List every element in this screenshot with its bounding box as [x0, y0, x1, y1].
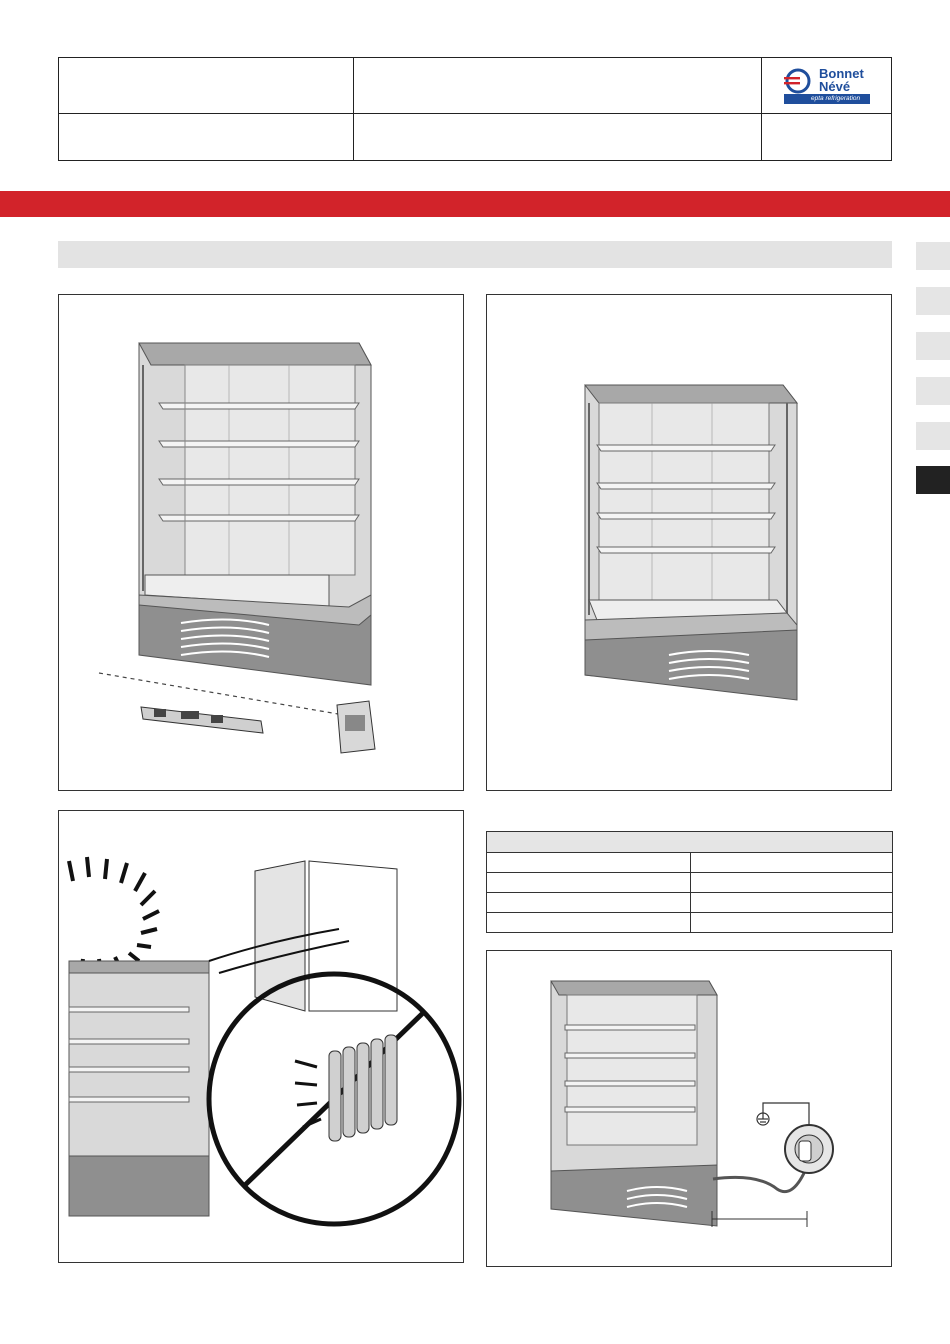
spec-cell: [487, 853, 691, 873]
logo-brand-line2: Névé: [819, 79, 851, 94]
table-row: [487, 893, 893, 913]
logo-tagline: epta refrigeration: [811, 95, 861, 102]
cable-length-dimension: [712, 1211, 807, 1227]
side-tab-6-active[interactable]: [916, 466, 950, 494]
spec-table-header-row: [487, 832, 893, 853]
spec-table: [486, 831, 893, 933]
spec-cell: [487, 913, 691, 933]
section-title-bar: [58, 241, 892, 268]
side-tab-5[interactable]: [916, 422, 950, 450]
side-tab-3[interactable]: [916, 332, 950, 360]
ground-symbol-icon: [757, 1113, 769, 1125]
laser-level-icon: [337, 701, 375, 753]
spec-table-header: [487, 832, 893, 853]
header-table: [58, 57, 892, 161]
display-case-level-illustration: [59, 295, 463, 790]
figure-panel-level: [58, 294, 464, 791]
red-band: [0, 191, 950, 217]
table-row: [487, 873, 893, 893]
side-tab-4[interactable]: [916, 377, 950, 405]
figure-panel-electrical: [486, 950, 892, 1267]
spec-cell: [691, 853, 893, 873]
wall-socket-icon: [785, 1125, 833, 1173]
figure-panel-heat-warning: [58, 810, 464, 1263]
heat-warning-illustration: [59, 811, 463, 1262]
spec-cell: [487, 873, 691, 893]
radiator-icon: [329, 1035, 397, 1141]
table-row: [487, 913, 893, 933]
logo-brand-line1: Bonnet: [819, 66, 864, 81]
electrical-connection-illustration: [487, 951, 891, 1266]
spec-cell: [691, 873, 893, 893]
side-tab-2[interactable]: [916, 287, 950, 315]
spec-cell: [487, 893, 691, 913]
table-row: [487, 853, 893, 873]
figure-panel-front: [486, 294, 892, 791]
spirit-level-icon: [141, 707, 263, 733]
display-case-front-illustration: [487, 295, 891, 790]
sun-icon: [69, 857, 159, 973]
spec-cell: [691, 913, 893, 933]
spec-cell: [691, 893, 893, 913]
side-tab-1[interactable]: [916, 242, 950, 270]
